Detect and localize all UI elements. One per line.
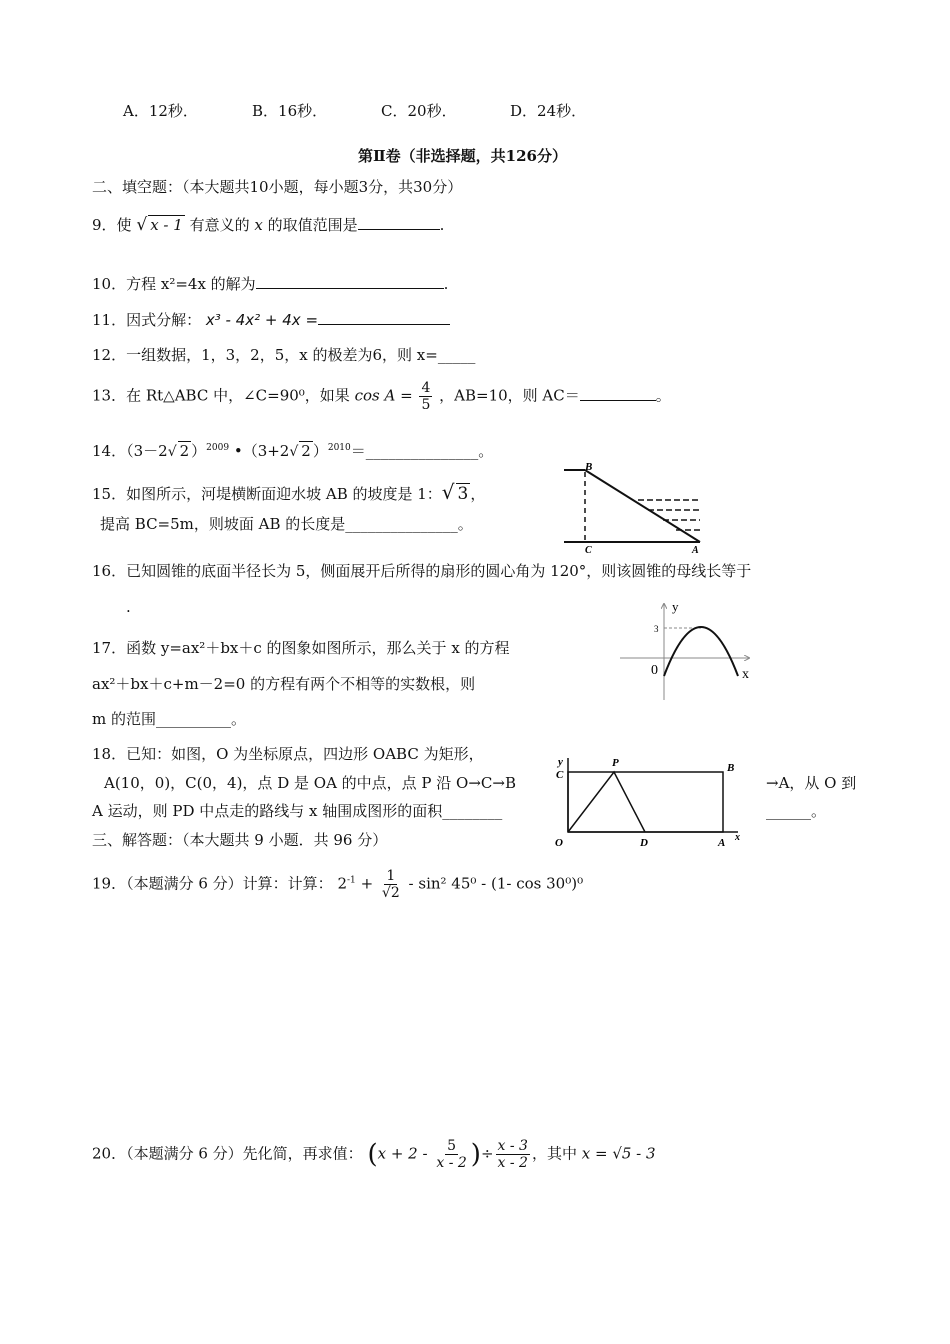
q14-root2: 2: [301, 442, 311, 460]
q19-plus: +: [360, 874, 374, 893]
q9-var: x: [254, 216, 263, 234]
q19-fraction: [380, 868, 402, 901]
question-18-line1: 18．已知：如图，O 为坐标原点，四边形 OABC 为矩形，: [92, 745, 484, 763]
q20-den2: x - 2: [497, 1155, 528, 1171]
q14-root1: 2: [179, 442, 190, 460]
fig17-label-3: 3: [654, 624, 659, 634]
fig18-label-o: O: [555, 837, 563, 849]
question-15-line2: 提高 BC=5m，则坡面 AB 的长度是_______________。: [100, 515, 473, 533]
q20-where: ，其中: [531, 1144, 577, 1163]
question-9: 9．使 √ x - 1 有意义的 x 的取值范围是 .: [92, 215, 445, 235]
q9-pre: 使: [116, 216, 132, 234]
fig18-label-a: A: [718, 837, 726, 849]
q9-num: 9．: [92, 216, 117, 234]
q14-exp1: 2009: [206, 443, 230, 453]
fig18-label-b: B: [727, 762, 735, 774]
fig17-label-x: x: [742, 667, 749, 682]
question-18-line2: A(10，0)，C(0，4)，点 D 是 OA 的中点，点 P 沿 O→C→B: [104, 774, 516, 792]
q10-text: 10．方程 x²=4x 的解为: [92, 275, 256, 293]
q11-blank[interactable]: [318, 310, 450, 325]
q9-post: 的取值范围是: [267, 216, 358, 234]
fig15-label-c: C: [585, 545, 592, 555]
q13-post: ，AB=10，则 AC＝: [439, 386, 580, 405]
q20-value: x = √5 - 3: [581, 1144, 656, 1163]
q11-text: 11．因式分解：: [92, 311, 202, 329]
q20-num1: 5: [447, 1138, 457, 1154]
fig18-label-p: P: [612, 757, 619, 769]
question-18-line2b: →A，从 O 到: [766, 774, 857, 792]
choice-a: A．12秒．: [123, 102, 198, 120]
q14-part-b: ）: [191, 442, 207, 460]
fig15-label-b: B: [585, 461, 593, 473]
q19-den: √2: [381, 885, 400, 901]
question-13: [92, 380, 671, 413]
q13-num: 4: [421, 380, 431, 396]
question-16-line2: .: [126, 598, 131, 616]
q10-end: .: [443, 275, 449, 293]
q9-mid: 有意义的: [189, 216, 250, 234]
fig18-label-d: D: [640, 837, 648, 849]
rectangle-figure: [546, 752, 746, 852]
q15-text: 15．如图所示，河堤横断面迎水坡 AB 的坡度是 1：: [92, 485, 442, 503]
embankment-drawing: [564, 470, 700, 542]
q20-part1: x + 2 -: [377, 1144, 428, 1163]
q9-end: .: [439, 216, 445, 234]
q14-part-a: 14．（3－2: [92, 442, 168, 460]
question-11: [92, 309, 450, 330]
fig18-label-c: C: [556, 769, 564, 781]
parabola-figure: [614, 596, 764, 702]
fig15-label-a: A: [692, 545, 699, 555]
question-17-line2: ax²＋bx＋c+m－2=0 的方程有两个不相等的实数根，则: [92, 675, 476, 693]
section2-heading: 二、填空题：（本大题共10小题，每小题3分，共30分）: [92, 178, 463, 196]
q13-blank[interactable]: [580, 386, 656, 401]
q14-part-e: ＝_______________。: [350, 442, 494, 460]
q20-fraction1: [434, 1138, 468, 1171]
q19-num: 1: [386, 868, 396, 884]
q20-text: 20．（本题满分 6 分）先化简，再求值：: [92, 1144, 363, 1163]
triangle-opd: [568, 772, 645, 832]
fig18-label-x: x: [735, 832, 740, 843]
question-16-line1: 16．已知圆锥的底面半径长为 5，侧面展开后所得的扇形的圆心角为 120°，则该圆锥的母线长等于: [92, 562, 752, 580]
parabola-curve: [664, 627, 738, 676]
q13-pre: 13．在 Rt△ABC 中，∠C=90⁰，如果: [92, 386, 350, 405]
fig17-label-origin: 0: [651, 663, 658, 678]
q20-num2: x - 3: [497, 1138, 528, 1154]
q14-part-c: •（3+2: [229, 442, 290, 460]
q19-expr-rest: - sin² 45⁰ - (1- cos 30⁰)⁰: [408, 874, 584, 893]
q15-tail: ，: [470, 485, 486, 503]
q14-part-d: ）: [312, 442, 328, 460]
q19-text: 19．（本题满分 6 分）计算：计算：: [92, 874, 333, 893]
section3-heading: 三、解答题：（本大题共 9 小题．共 96 分）: [92, 831, 388, 849]
choice-c: C．20秒．: [381, 102, 457, 120]
q9-blank[interactable]: [358, 215, 440, 230]
q19-base: 2: [337, 874, 347, 893]
fig18-label-y: y: [558, 756, 563, 768]
question-14: 14．（3－2√ 2 ）$^{2009}$ •（3+2√ 2 ）$^{2010}$＝_______________。: [92, 442, 494, 460]
question-17-line1: 17．函数 y=ax²＋bx＋c 的图象如图所示，那么关于 x 的方程: [92, 639, 510, 657]
q20-divide: ÷: [480, 1144, 494, 1163]
q13-fraction: [419, 380, 432, 413]
question-17-line3: m 的范围__________。: [92, 710, 246, 728]
question-12: 12．一组数据，1，3，2，5，x 的极差为6，则 x=_____: [92, 346, 476, 364]
q10-blank[interactable]: [256, 274, 444, 289]
q13-end: 。: [655, 386, 671, 405]
question-15-line1: 15．如图所示，河堤横断面迎水坡 AB 的坡度是 1：√ 3 ，: [92, 480, 486, 504]
choice-d: D．24秒．: [510, 102, 587, 120]
q13-den: 5: [421, 397, 431, 413]
q15-root: 3: [457, 484, 469, 504]
question-10: [92, 273, 448, 294]
q19-exponent: -1: [347, 875, 356, 886]
q20-den1: x - 2: [436, 1155, 467, 1171]
fig17-label-y: y: [672, 599, 679, 614]
question-19: [92, 868, 583, 901]
embankment-figure: [558, 460, 718, 555]
question-18-line3b: ______。: [766, 802, 827, 820]
q11-expr: x³ - 4x² + 4x =: [205, 311, 319, 329]
part2-title: 第Ⅱ卷（非选择题，共126分）: [358, 147, 567, 165]
q13-cos: cos A =: [354, 386, 413, 405]
q9-radicand: x - 1: [150, 216, 183, 234]
question-18-line3: A 运动，则 PD 中点走的路线与 x 轴围成图形的面积________: [92, 802, 503, 820]
question-20: 20．（本题满分 6 分）先化简，再求值： (x + 2 - $\frac{5}{x - 2}$ )÷ $\frac{x - 3}{x - 2}$ ，其中 x = √5 - 3: [92, 1138, 656, 1171]
choice-b: B．16秒．: [252, 102, 328, 120]
q14-exp2: 2010: [327, 443, 351, 453]
q20-fraction2: [496, 1138, 530, 1171]
